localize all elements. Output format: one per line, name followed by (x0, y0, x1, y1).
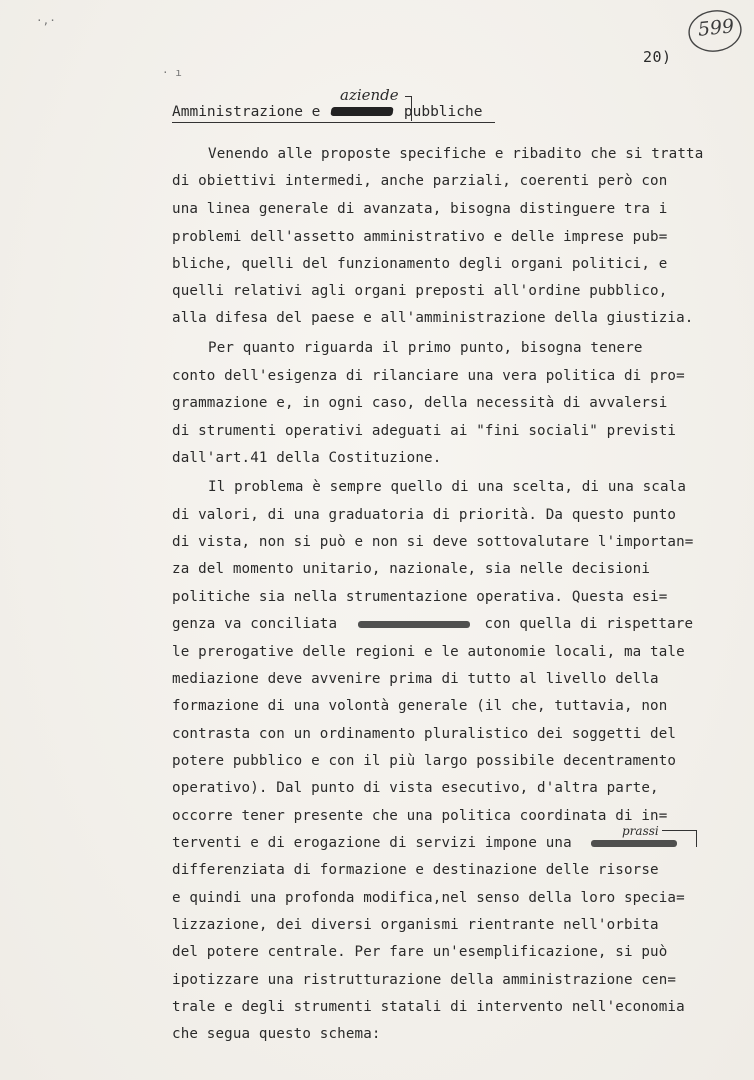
text-line: occorre tener presente che una politica coordinata di in= (172, 808, 668, 824)
text-line: politiche sia nella strumentazione operativa. Questa esi= (172, 589, 668, 605)
struck-word (331, 107, 394, 116)
text-line: e quindi una profonda modifica,nel senso della loro specia= (172, 890, 685, 906)
text-line: ipotizzare una ristrutturazione della amministrazione cen= (172, 972, 677, 988)
text-line: formazione di una volontà generale (il che, tuttavia, non (172, 698, 668, 714)
text-line: Venendo alle proposte specifiche e ribadito che si tratta (208, 146, 704, 162)
title-text-before: Amministrazione e (172, 104, 321, 120)
line-segment: con quella di rispettare (484, 616, 694, 632)
text-line: che segua questo schema: (172, 1026, 381, 1042)
text-line: contrasta con un ordinamento pluralistico dei soggetti del (172, 726, 677, 742)
line-segment: genza va conciliata (172, 616, 338, 632)
text-line: conto dell'esigenza di rilanciare una vera politica di pro= (172, 368, 685, 384)
text-line: del potere centrale. Per fare un'esemplificazione, si può (172, 944, 668, 960)
archive-stamp (686, 8, 744, 54)
text-line: operativo). Dal punto di vista esecutivo, d'altra parte, (172, 780, 659, 796)
text-line: grammazione e, in ogni caso, della necessità di avvalersi (172, 395, 668, 411)
text-line: le prerogative delle regioni e le autonomie locali, ma tale (172, 644, 685, 660)
title-text-after: pubbliche (403, 104, 483, 120)
text-line: problemi dell'assetto amministrativo e delle imprese pub= (172, 229, 668, 245)
text-line (172, 616, 693, 632)
text-line: differenziata di formazione e destinazione delle risorse (172, 862, 659, 878)
text-line: di vista, non si può e non si deve sottovalutare l'importan= (172, 534, 694, 550)
text-line: di strumenti operativi adeguati ai "fini sociali" previsti (172, 423, 677, 439)
text-line: quelli relativi agli organi preposti all'ordine pubblico, (172, 283, 668, 299)
text-line: bliche, quelli del funzionamento degli organi politici, e (172, 256, 668, 272)
paper-speck: · ı (162, 66, 182, 79)
line-segment: terventi e di erogazione di servizi impone una (172, 835, 572, 851)
handwritten-annotation: prassi (622, 824, 659, 838)
text-line: una linea generale di avanzata, bisogna distinguere tra i (172, 201, 668, 217)
text-line: Il problema è sempre quello di una scelta, di una scala (208, 479, 687, 495)
title-underline (172, 122, 495, 123)
text-line: potere pubblico e con il più largo possibile decentramento (172, 753, 677, 769)
page-number: 20) (643, 48, 672, 66)
struck-word (358, 621, 470, 628)
text-line (172, 835, 677, 851)
handwritten-correction: aziende (340, 86, 399, 104)
text-line: di valori, di una graduatoria di priorità. Da questo punto (172, 507, 677, 523)
text-line: alla difesa del paese e all'amministrazione della giustizia. (172, 310, 694, 326)
text-line: za del momento unitario, nazionale, sia nelle decisioni (172, 561, 651, 577)
struck-word (591, 840, 677, 847)
paper-speck: ·,· (36, 14, 56, 27)
archive-number: 599 (696, 15, 736, 41)
text-line: Per quanto riguarda il primo punto, bisogna tenere (208, 340, 643, 356)
text-line: trale e degli strumenti statali di intervento nell'economia (172, 999, 685, 1015)
text-line: dall'art.41 della Costituzione. (172, 450, 442, 466)
text-line: lizzazione, dei diversi organismi rientrante nell'orbita (172, 917, 659, 933)
text-line: di obiettivi intermedi, anche parziali, coerenti però con (172, 173, 668, 189)
text-line: mediazione deve avvenire prima di tutto al livello della (172, 671, 659, 687)
